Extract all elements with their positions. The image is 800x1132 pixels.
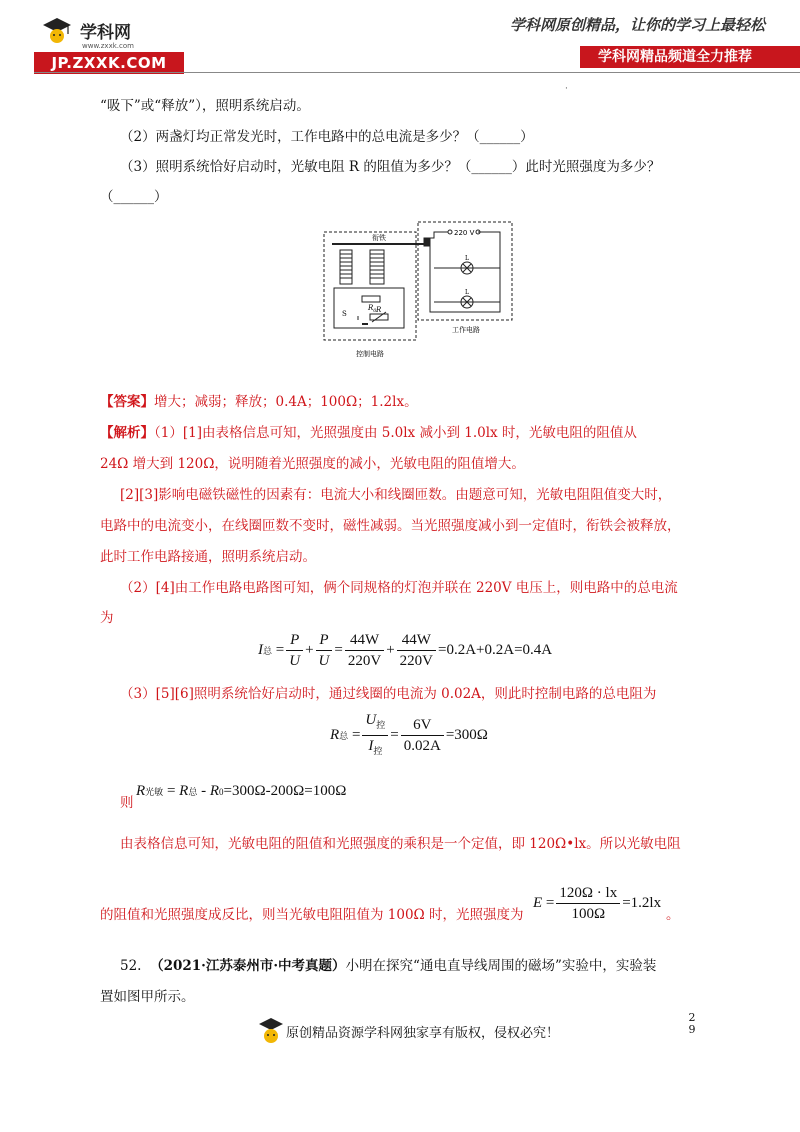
f1-frac-b: $\frac{P}{U}$ [316,630,333,671]
analysis-line-9: 由表格信息可知，光敏电阻的阻值和光照强度的乘积是一个定值，即 120Ω•lx。所以光敏电阻 [120,836,681,852]
f3-symbol: R [136,783,146,799]
circuit-diagram [318,218,518,364]
label-lamp-2: L [465,289,469,296]
f3-total: R [179,783,189,799]
analysis-tag: 【解析】 [100,425,154,441]
label-switch: S [342,310,347,318]
analysis-text-1: （1）[1]由表格信息可知，光照强度由 5.0lx 减小到 1.0lx 时，光敏电阻的阻值从 [154,425,637,441]
page-header [0,0,800,80]
analysis-line-1 [100,423,637,443]
f3-result: =300Ω-200Ω=100Ω [223,783,347,799]
page-number [687,1012,697,1036]
q52-number: 52. [120,958,142,974]
f3-r0: R [209,783,220,799]
question-line-1: “吸下”或“释放”），照明系统启动。 [100,98,310,114]
f3-total-sub: 总 [188,787,198,797]
label-lamp-1: L [465,255,469,262]
mortarboard-icon [42,16,72,46]
f1-frac-a: $\frac{P}{U}$ [286,630,303,671]
f3-sub: 光敏 [145,787,164,797]
f2-frac-b: $\frac{6V}{0.02A}$ [401,715,444,756]
f3-r0-sub: 0 [219,786,224,797]
label-r: R [376,306,382,314]
f4-symbol: E [533,895,543,911]
f1-frac-d: $\frac{44W}{220V}$ [397,630,436,671]
logo-url: www.zxxk.com [82,42,134,50]
answer-tag: 【答案】 [100,394,154,410]
question-part-3: （3）照明系统恰好启动时，光敏电阻 R 的阻值为多少？（______）此时光照强度为多少？ [120,159,661,175]
formula-photoresistor: R 光敏 = R 总 - R 0 =300Ω-200Ω=100Ω [136,783,347,799]
logo-band: JP.ZXXK.COM [34,52,184,74]
f2-symbol: R [330,727,340,743]
page-number-bottom: 9 [688,1023,696,1036]
analysis-line-5: 此时工作电路接通，照明系统启动。 [100,549,316,565]
f1-symbol: I [258,642,263,658]
question-52-line-1 [120,956,656,976]
header-mark: · [565,84,568,94]
f1-result: =0.2A+0.2A=0.4A [438,642,553,658]
label-voltage: 220 V [454,229,475,237]
label-work-circuit: 工作电路 [452,326,480,334]
answer-line [100,392,418,412]
analysis-end: 。 [666,907,680,923]
analysis-line-4: 电路中的电流变小，在线圈匝数不变时，磁性减弱。当光照强度减小到一定值时，衔铁会被释放， [100,518,681,534]
label-control-circuit: 控制电路 [356,350,384,358]
f2-sub: 总 [339,731,349,741]
f1-sub: 总 [263,646,273,656]
analysis-line-6: （2）[4]由工作电路电路图可知，俩个同规格的灯泡并联在 220V 电压上，则电路中的总电流 [120,580,678,596]
analysis-line-10: 的阻值和光照强度成反比，则当光敏电阻阻值为 100Ω 时，光照强度为 [100,907,524,923]
question-blank: （______） [100,189,168,205]
analysis-line-8: （3）[5][6]照明系统恰好启动时，通过线圈的电流为 0.02A，则此时控制电路的总电阻为 [120,686,657,702]
f4-frac: $\frac{120\Omega \cdot lx}{100\Omega}$ [556,883,620,924]
footer-copyright: 原创精品资源学科网独家享有版权，侵权必究！ [286,1026,560,1041]
zxxk-logo[interactable] [34,14,184,72]
question-52-line-2: 置如图甲所示。 [100,989,195,1005]
formula-total-current: I 总 = $\frac{P}{U}$ + $\frac{P}{U}$ = $\frac{44W}{220V}$ + $\frac{44W}{220V}$ =0.2A+0.2A=0.4A [258,632,553,669]
analysis-line-7: 为 [100,610,114,626]
f1-frac-c: $\frac{44W}{220V}$ [345,630,384,671]
q52-source: （2021·江苏泰州市·中考真题） [150,958,346,974]
label-r0: $R_0$ [368,304,377,314]
q52-text: 小明在探究“通电直导线周围的磁场”实验中，实验装 [345,958,657,974]
formula-illuminance: E = $\frac{120\Omega \cdot lx}{100\Omega}$ =1.2lx [533,885,662,922]
analysis-then: 则 [120,795,134,811]
f2-result: =300Ω [445,727,488,743]
analysis-line-2: 24Ω 增大到 120Ω，说明随着光照强度的减小，光敏电阻的阻值增大。 [100,456,525,472]
page-number-top: 2 [688,1011,696,1024]
header-slogan: 学科网原创精品，让你的学习上最轻松 [510,16,766,34]
header-divider [34,72,800,73]
answer-text: 增大；减弱；释放；0.4A；100Ω；1.2lx。 [154,394,418,410]
footer-mortarboard-icon [258,1016,284,1046]
f4-result: =1.2lx [622,895,662,911]
formula-total-resistance: R 总 = $\frac{U_控}{I_控}$ = $\frac{6V}{0.02A}$ =300Ω [330,710,488,761]
question-part-2: （2）两盏灯均正常发光时，工作电路中的总电流是多少？（______） [120,129,534,145]
analysis-line-3: [2][3]影响电磁铁磁性的因素有：电流大小和线圈匝数。由题意可知，光敏电阻阻值变大时， [120,487,672,503]
label-armature: 衔铁 [372,234,386,242]
f2-frac-a: $\frac{U_控}{I_控}$ [362,710,388,761]
recommend-banner: 学科网精品频道全力推荐 [580,46,800,68]
logo-name: 学科网 [80,23,131,43]
